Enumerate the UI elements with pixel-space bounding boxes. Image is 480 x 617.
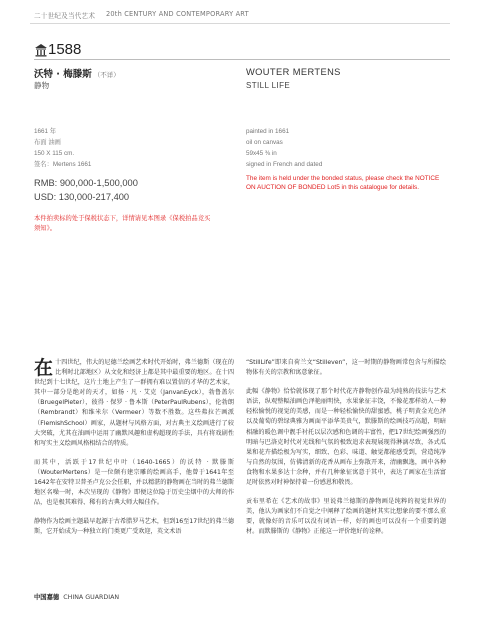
estimate-usd: USD: 130,000-217,400 bbox=[34, 191, 130, 202]
artist-name-en: WOUTER MERTENS bbox=[246, 67, 341, 77]
essay-right-column bbox=[246, 358, 446, 547]
details-cn-medium: 布面 油画 bbox=[34, 139, 61, 146]
bonded-notice-en: The item is held under the bonded status, please check the NOTICE ON AUCTION OF BONDED Lot5 in this catalogue for details. bbox=[246, 175, 440, 191]
artwork-title-cn: 静物 bbox=[34, 81, 50, 90]
footer-publisher-en: CHINA GUARDIAN bbox=[63, 594, 120, 601]
artist-name-cn-text: 沃特 · 梅滕斯 bbox=[34, 69, 92, 80]
artist-name-cn bbox=[34, 66, 120, 80]
artist-dates-cn: （不详） bbox=[93, 71, 120, 79]
details-cn-size: 150 X 115 cm. bbox=[34, 150, 75, 157]
essay-right-p1: “StillLife”即来自荷兰文“Stilleven”，这一时期的静物画常包含与所描绘物体有关的宗教和寓意象征。 bbox=[246, 359, 446, 377]
details-en-medium: oil on canvas bbox=[246, 139, 283, 146]
details-en-signature: signed in French and dated bbox=[246, 161, 323, 168]
details-cn-signature: 签名：Mertens 1661 bbox=[34, 161, 92, 168]
essay-left-column bbox=[34, 358, 234, 547]
details-en-date: painted in 1661 bbox=[246, 128, 290, 135]
drop-cap: 在 bbox=[34, 357, 54, 379]
estimate bbox=[34, 177, 138, 204]
essay-left-p1: 十四世纪，伟大的尼德兰绘画艺术时代开始时，弗兰德斯（现在的比利时北部地区）从文化和经济上都是其中最重要的地区。在十四世纪到十七世纪，这片土地上产生了一群拥有难以置信的才华的艺术家，其中一部分是绝对的天才，如扬 · 凡 · 艾克（JanvanEyck），勃鲁盖尔（BruegelPieter），彼得 · 保罗 · 鲁本斯（PeterPaulRubens），伦勃朗（Rembrandt）和维米尔（Vermeer）等数不胜数。这些弗拉芒画派（FlemishSchool）画家，从题材与风格方面，对古典主义绘画进行了较大突破，尤其在油画中运用了幽默风趣和虚构超现的手法，具有将戏剧性和写实主义绘画风格相结合的特质。 bbox=[34, 359, 234, 447]
estimate-rmb: RMB: 900,000-1,500,000 bbox=[34, 178, 138, 188]
artwork-title-en: STILL LIFE bbox=[246, 81, 291, 90]
details-cn-date: 1661 年 bbox=[34, 128, 57, 135]
footer-publisher-cn: 中国嘉德 bbox=[34, 594, 60, 601]
essay-paragraph bbox=[34, 358, 234, 449]
details-en-size: 59x45 ⅜ in bbox=[246, 150, 277, 157]
header-right: 20th CENTURY AND CONTEMPORARY ART bbox=[106, 10, 249, 18]
essay-left-p3: 静物作为绘画主题最早起源于古希腊罗马艺术，但到16至17世纪的弗兰德斯，它开始成为一种独立的门类更广受欢迎，英文术语 bbox=[34, 518, 234, 536]
essay-right-p3: 贡布里希在《艺术的故事》里说弗兰德斯的静物画是纯粹的视觉世界的美，他认为画家们不自觉之中阐释了绘画的题材其实比想象的要不那么重要，就像好的音乐可以没有词语一样，好的画也可以没有一个重要的题材。而默滕斯的《静物》正能这一评价绝好的诠释。 bbox=[246, 498, 446, 536]
essay-left-p2: 而其中，活跃于17世纪中叶（1640-1665）的沃特 · 默滕斯（WouterMertens）是一位颇有建宗雕的绘画高手，他曾于1641年至1642年在安特卫普圣卢克公会任职，并以精湛的静物画在当时的弗兰德斯地区名噪一时，本次呈现的《静物》即便这位隐于历史尘烟中的大师的作品，也是极其难得、稀有的古典大师大幅佳作。 bbox=[34, 458, 234, 507]
header-left: 二十世纪及当代艺术 bbox=[34, 12, 96, 20]
essay-right-p2: 此幅《静物》恰恰就体现了那个时代花卉静物创作最为纯熟的技法与艺术语法，纵观整幅油画色泽艳丽明快，水果象征丰饶，不像花那样幼人一种轻松愉悦的视觉的美感，而是一种轻松愉快的甜蜜感，桃子明黄金光色泽以及葡萄的碧绿典雅为画面平添华美贵气，默滕斯的绘画技巧高超，明暗相融的暖色调中靓手衬托以层次感和色调的丰富性，把17世纪绘画强烈的明暗与巴洛克时代对光线和气氛的极致追求表现展现得淋漓尽致，各式瓜果和花卉描绘极为写实，细致、色彩、味道、触觉都能感受到，营造纯净与自然的氛围，仿佛清新的花香从画布上弥散开来，清幽飘逸，画中各种食物和水果多达十余种，并有几种象征寓意于其中，表达了画家在生活富足时依然对时神保持着一份感恩和敬畏。 bbox=[246, 388, 446, 487]
lot-number: 1588 bbox=[48, 41, 82, 58]
header-divider bbox=[30, 23, 450, 24]
details-en bbox=[246, 126, 322, 170]
footer-publisher bbox=[34, 592, 119, 601]
bonded-notice-cn: 本件拍卖标的处于保税状态下，详情请见本图录《保税拍品竞买须知》。 bbox=[34, 215, 211, 232]
building-icon bbox=[34, 43, 48, 57]
lot-divider bbox=[34, 59, 450, 60]
details-cn bbox=[34, 126, 91, 170]
